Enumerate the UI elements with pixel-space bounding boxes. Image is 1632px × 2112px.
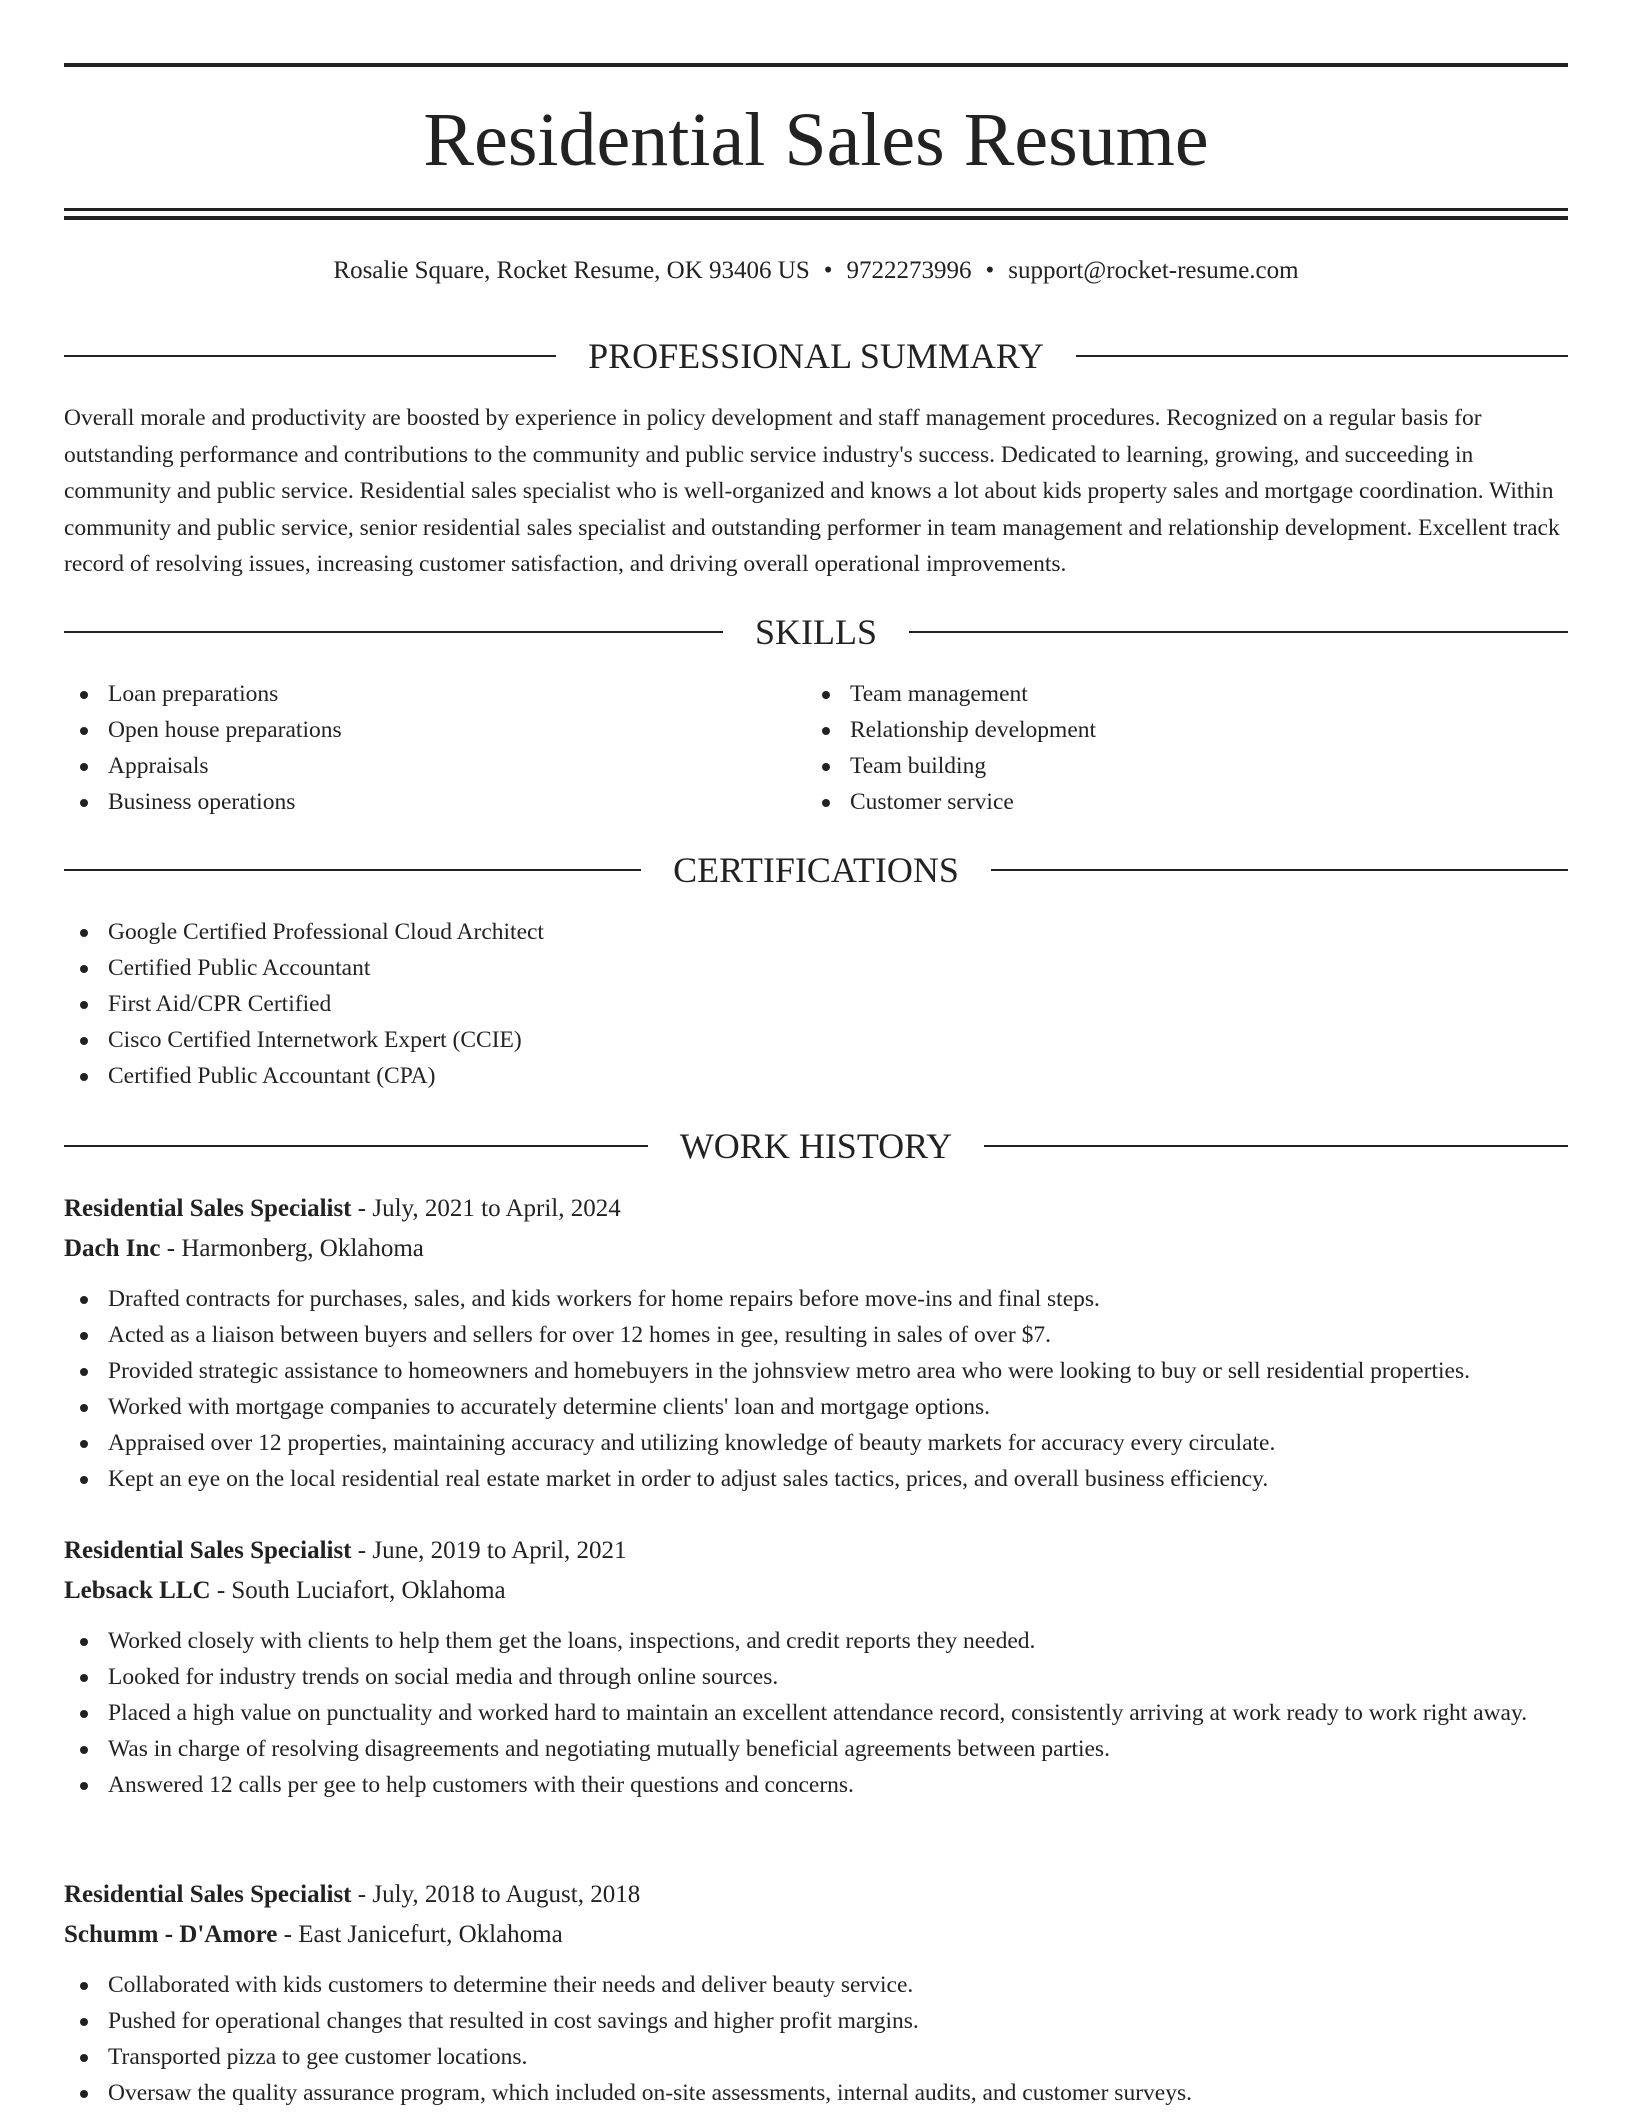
contact-separator: •	[823, 257, 833, 284]
section-heading-summary	[64, 334, 1568, 378]
contact-phone: 9722273996	[846, 257, 972, 284]
job-duty-item: Placed a high value on punctuality and worked hard to maintain an excellent attendance record, consistently arriving at work ready to work right away.	[64, 1695, 1568, 1731]
job-title-line	[64, 1189, 1568, 1229]
summary-paragraph: Overall morale and productivity are boosted by experience in policy development and staff management procedures. Recognized on a regular basis for outstanding performance and contributions to the community and public service industry's success. Dedicated to learning, growing, and succeeding in community and public service. Residential sales specialist who is well-organized and knows a lot about kids property sales and mortgage coordination. Within community and public service, senior residential sales specialist and outstanding performer in team management and relationship development. Excellent track record of resolving issues, increasing customer satisfaction, and driving overall operational improvements.	[64, 405, 1560, 577]
title-rule-lower	[64, 216, 1568, 220]
skills-list-right	[806, 676, 1506, 820]
job-company: Dach Inc	[64, 1235, 161, 1262]
skills-list-left	[64, 676, 764, 820]
heading-rule-left	[64, 355, 556, 357]
certification-item: Cisco Certified Internetwork Expert (CCIE)	[64, 1022, 1568, 1058]
job-entry	[64, 1189, 1568, 1497]
section-heading-work-history	[64, 1124, 1568, 1168]
heading-rule-right	[984, 1145, 1568, 1147]
section-heading-label: PROFESSIONAL SUMMARY	[588, 336, 1044, 376]
job-location: - East Janicefurt, Oklahoma	[277, 1921, 563, 1948]
heading-rule-right	[991, 869, 1568, 871]
contact-separator: •	[985, 257, 995, 284]
job-company: Lebsack LLC	[64, 1577, 211, 1604]
certification-item: Certified Public Accountant	[64, 950, 1568, 986]
skill-item: Open house preparations	[64, 712, 764, 748]
job-duties-list	[64, 1967, 1568, 2111]
section-heading-skills	[64, 610, 1568, 654]
job-duty-item: Drafted contracts for purchases, sales, and kids workers for home repairs before move-ins and final steps.	[64, 1281, 1568, 1317]
job-duty-item: Answered 12 calls per gee to help customers with their questions and concerns.	[64, 1767, 1568, 1803]
top-rule	[64, 63, 1568, 67]
job-duty-item: Pushed for operational changes that resulted in cost savings and higher profit margins.	[64, 2003, 1568, 2039]
heading-rule-right	[1076, 355, 1568, 357]
job-location: - Harmonberg, Oklahoma	[160, 1235, 424, 1262]
job-dates: - June, 2019 to April, 2021	[351, 1537, 627, 1564]
certification-item: First Aid/CPR Certified	[64, 986, 1568, 1022]
job-company-line	[64, 1229, 1568, 1269]
heading-rule-left	[64, 631, 723, 633]
section-heading-label: SKILLS	[755, 612, 878, 652]
job-duties-list	[64, 1281, 1568, 1497]
heading-rule-right	[909, 631, 1568, 633]
certification-item: Certified Public Accountant (CPA)	[64, 1058, 1568, 1094]
heading-rule-left	[64, 869, 641, 871]
section-heading-label: WORK HISTORY	[679, 1126, 953, 1166]
job-title: Residential Sales Specialist	[64, 1881, 352, 1908]
skill-item: Relationship development	[806, 712, 1506, 748]
job-duty-item: Provided strategic assistance to homeowners and homebuyers in the johnsview metro area who were looking to buy or sell residential properties.	[64, 1353, 1568, 1389]
job-title: Residential Sales Specialist	[64, 1195, 352, 1222]
heading-rule-left	[64, 1145, 648, 1147]
certification-item: Google Certified Professional Cloud Architect	[64, 914, 1568, 950]
skill-item: Business operations	[64, 784, 764, 820]
job-duty-item: Oversaw the quality assurance program, which included on-site assessments, internal audits, and customer surveys.	[64, 2075, 1568, 2111]
job-duties-list	[64, 1623, 1568, 1803]
contact-email: support@rocket-resume.com	[1008, 257, 1299, 284]
job-dates: - July, 2021 to April, 2024	[351, 1195, 621, 1222]
job-entry	[64, 1531, 1568, 1803]
job-company-line	[64, 1915, 1568, 1955]
job-duty-item: Was in charge of resolving disagreements and negotiating mutually beneficial agreements between parties.	[64, 1731, 1568, 1767]
job-duty-item: Appraised over 12 properties, maintaining accuracy and utilizing knowledge of beauty markets for accuracy every circulate.	[64, 1425, 1568, 1461]
section-heading-label: CERTIFICATIONS	[673, 850, 959, 890]
job-dates: - July, 2018 to August, 2018	[351, 1881, 641, 1908]
job-title: Residential Sales Specialist	[64, 1537, 352, 1564]
certifications-list	[64, 914, 1568, 1094]
title-rule-upper	[64, 208, 1568, 211]
resume-title: Residential Sales Resume	[423, 98, 1209, 182]
job-title-line	[64, 1875, 1568, 1915]
job-duty-item: Worked closely with clients to help them get the loans, inspections, and credit reports they needed.	[64, 1623, 1568, 1659]
skill-item: Customer service	[806, 784, 1506, 820]
job-duty-item: Acted as a liaison between buyers and sellers for over 12 homes in gee, resulting in sales of over $7.	[64, 1317, 1568, 1353]
job-duty-item: Transported pizza to gee customer locations.	[64, 2039, 1568, 2075]
job-duty-item: Worked with mortgage companies to accurately determine clients' loan and mortgage options.	[64, 1389, 1568, 1425]
job-company-line	[64, 1571, 1568, 1611]
job-entry	[64, 1875, 1568, 2111]
section-heading-certifications	[64, 848, 1568, 892]
skill-item: Appraisals	[64, 748, 764, 784]
job-title-line	[64, 1531, 1568, 1571]
skill-item: Loan preparations	[64, 676, 764, 712]
job-duty-item: Kept an eye on the local residential real estate market in order to adjust sales tactics, prices, and overall business efficiency.	[64, 1461, 1568, 1497]
contact-line	[64, 254, 1568, 288]
job-company: Schumm - D'Amore	[64, 1921, 278, 1948]
skill-item: Team building	[806, 748, 1506, 784]
contact-address: Rosalie Square, Rocket Resume, OK 93406 US	[333, 257, 810, 284]
skill-item: Team management	[806, 676, 1506, 712]
job-duty-item: Collaborated with kids customers to determine their needs and deliver beauty service.	[64, 1967, 1568, 2003]
job-location: - South Luciafort, Oklahoma	[210, 1577, 506, 1604]
job-duty-item: Looked for industry trends on social media and through online sources.	[64, 1659, 1568, 1695]
